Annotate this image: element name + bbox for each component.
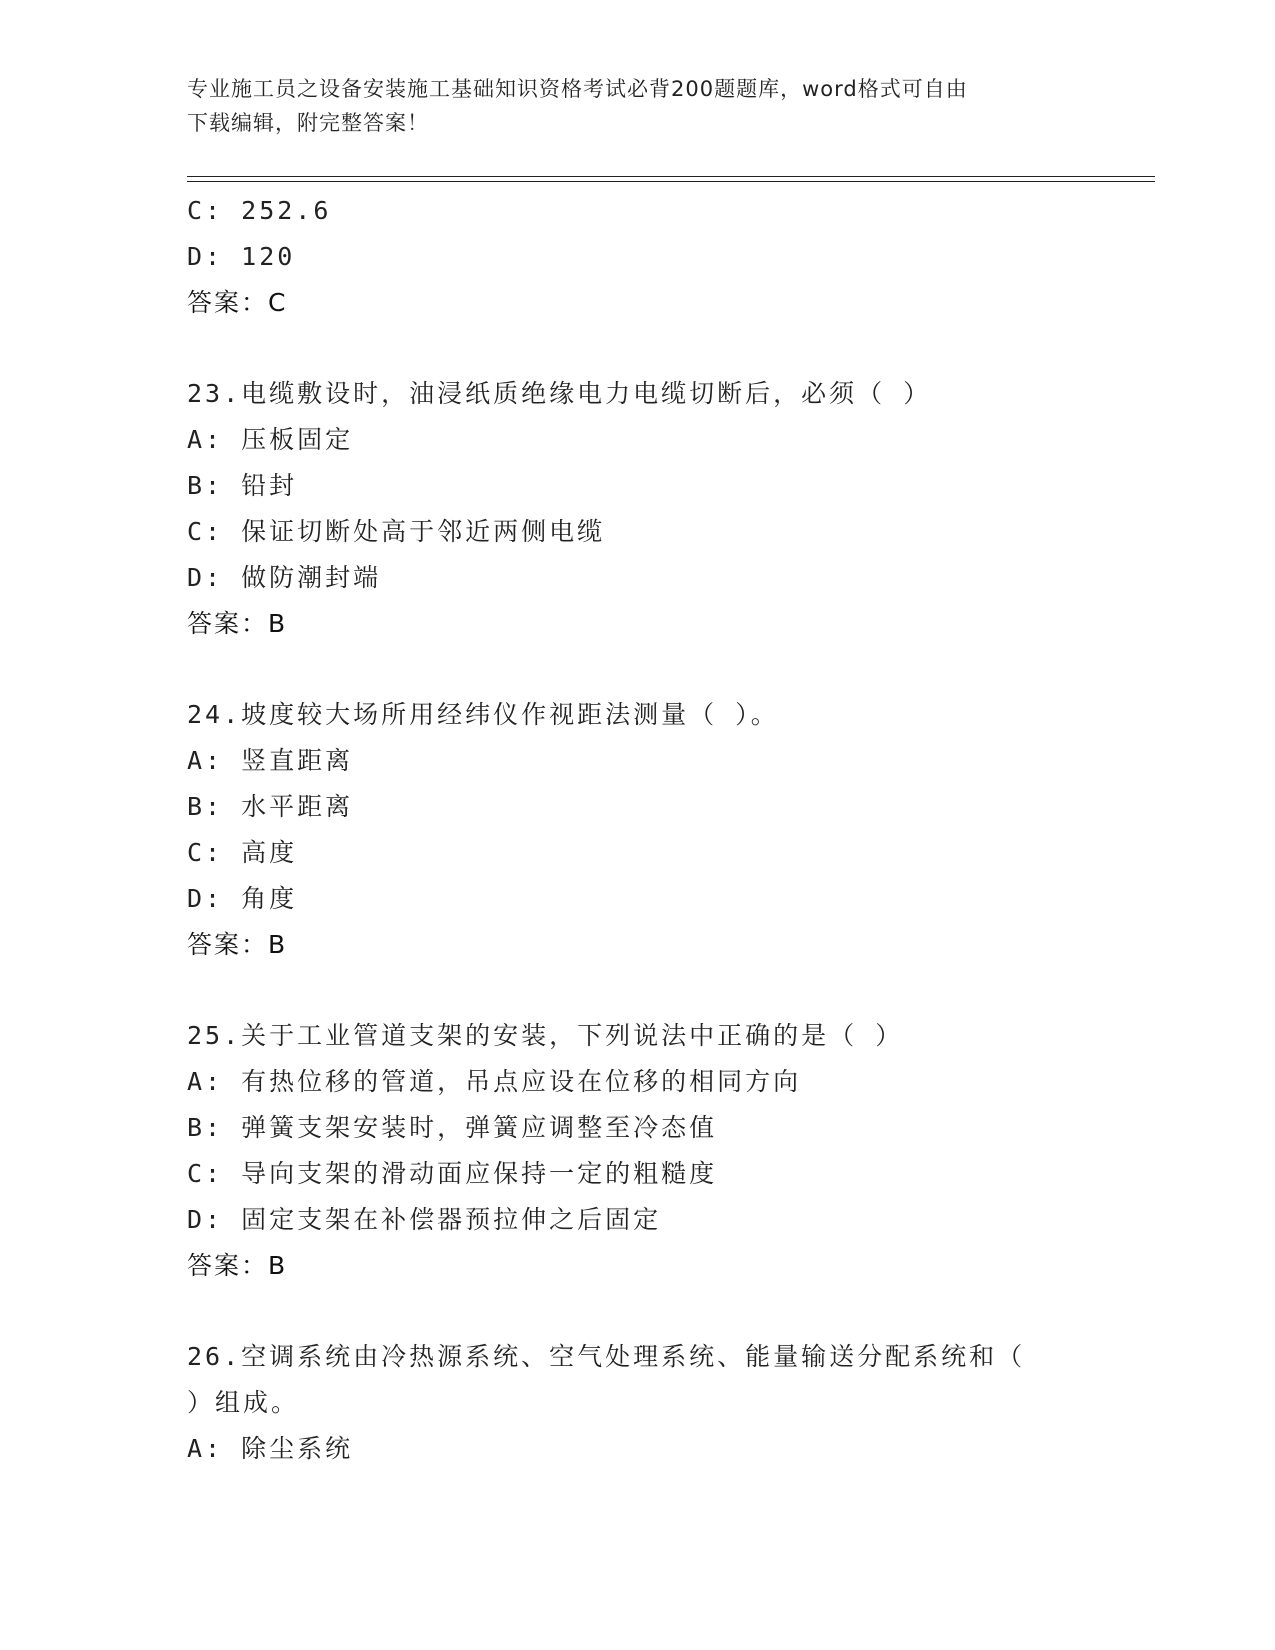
option-d: D: 固定支架在补偿器预拉伸之后固定 bbox=[187, 1205, 662, 1234]
question-list bbox=[187, 188, 1147, 1472]
option-a: A: 有热位移的管道，吊点应设在位移的相同方向 bbox=[187, 1067, 802, 1096]
header-title-line-1: 专业施工员之设备安装施工基础知识资格考试必背200题题库，word格式可自由 bbox=[187, 77, 968, 101]
option-c: C: 高度 bbox=[187, 838, 298, 867]
answer-line: 答案：B bbox=[187, 1251, 288, 1280]
option-c: C: 导向支架的滑动面应保持一定的粗糙度 bbox=[187, 1159, 718, 1188]
header-divider-bottom bbox=[187, 181, 1155, 182]
question-stem: 23.电缆敷设时，油浸纸质绝缘电力电缆切断后，必须（ ） bbox=[187, 379, 932, 408]
question-spacer bbox=[187, 647, 1147, 692]
question-stem: 25.关于工业管道支架的安装，下列说法中正确的是（ ） bbox=[187, 1021, 904, 1050]
question-block-22 bbox=[187, 188, 1147, 326]
option-b: B: 铅封 bbox=[187, 471, 298, 500]
option-c: C: 保证切断处高于邻近两侧电缆 bbox=[187, 517, 606, 546]
option-d: D: 做防潮封端 bbox=[187, 563, 382, 592]
question-block-24 bbox=[187, 692, 1147, 968]
header-title-line-2: 下载编辑，附完整答案！ bbox=[187, 111, 429, 135]
question-stem-line-2: ）组成。 bbox=[187, 1388, 300, 1417]
question-stem: 24.坡度较大场所用经纬仪作视距法测量（ ）。 bbox=[187, 700, 779, 729]
question-spacer bbox=[187, 326, 1147, 371]
question-block-26 bbox=[187, 1334, 1147, 1472]
option-a: A: 竖直距离 bbox=[187, 746, 354, 775]
document-header bbox=[187, 72, 1067, 140]
answer-line: 答案：C bbox=[187, 288, 288, 317]
answer-line: 答案：B bbox=[187, 930, 288, 959]
question-spacer bbox=[187, 968, 1147, 1013]
header-divider-top bbox=[187, 176, 1155, 177]
option-b: B: 水平距离 bbox=[187, 792, 354, 821]
option-b: B: 弹簧支架安装时，弹簧应调整至冷态值 bbox=[187, 1113, 718, 1142]
option-c: C: 252.6 bbox=[187, 196, 332, 225]
question-block-25 bbox=[187, 1013, 1147, 1289]
option-d: D: 120 bbox=[187, 242, 296, 271]
question-stem-line-1: 26.空调系统由冷热源系统、空气处理系统、能量输送分配系统和（ bbox=[187, 1342, 1026, 1371]
question-spacer bbox=[187, 1289, 1147, 1334]
answer-line: 答案：B bbox=[187, 609, 288, 638]
option-d: D: 角度 bbox=[187, 884, 298, 913]
option-a: A: 压板固定 bbox=[187, 425, 354, 454]
option-a: A: 除尘系统 bbox=[187, 1434, 354, 1463]
question-block-23 bbox=[187, 371, 1147, 647]
